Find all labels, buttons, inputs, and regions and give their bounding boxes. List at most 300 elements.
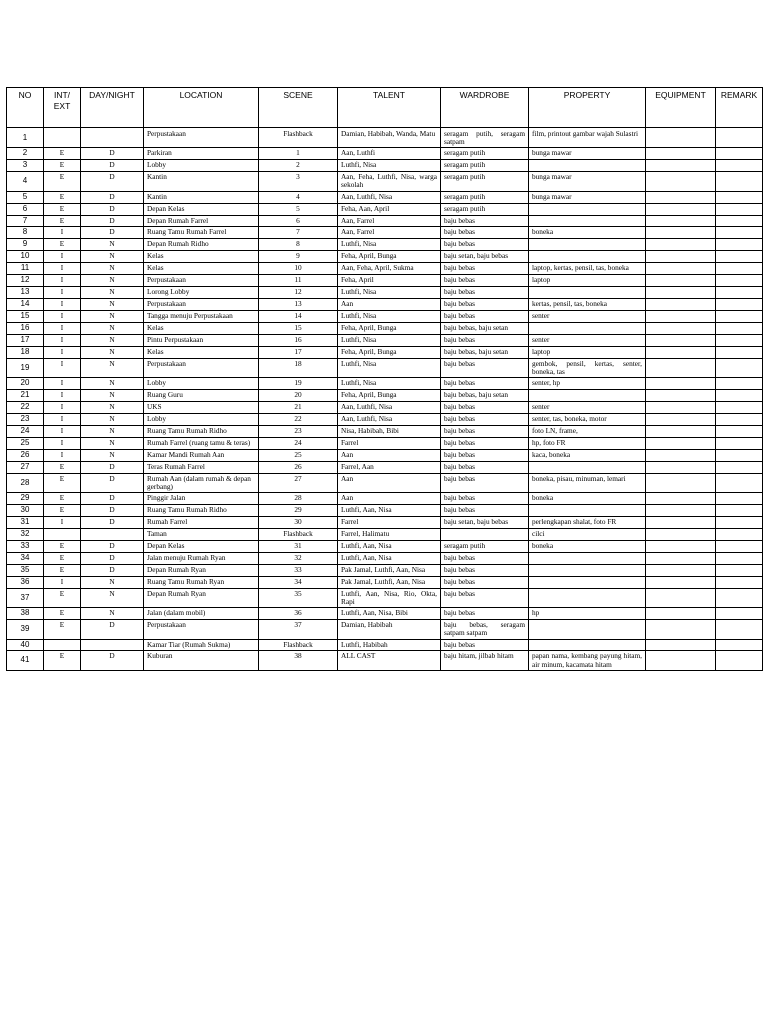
table-row: [7, 639, 763, 651]
cell-talent: Aan: [338, 450, 441, 462]
table-row: [7, 390, 763, 402]
cell-day-night: D: [81, 517, 144, 529]
cell-location: Depan Rumah Farrel: [144, 215, 259, 227]
cell-talent: Aan, Luthfi, Nisa: [338, 414, 441, 426]
cell-property: senter, hp: [529, 378, 646, 390]
cell-equipment: [646, 203, 716, 215]
cell-talent: Luthfi, Nisa: [338, 378, 441, 390]
cell-int-ext: E: [44, 541, 81, 553]
cell-property: hp, foto FR: [529, 438, 646, 450]
cell-talent: Luthfi, Aan, Nisa: [338, 505, 441, 517]
cell-scene: 19: [259, 378, 338, 390]
cell-equipment: [646, 287, 716, 299]
cell-property: laptop, kertas, pensil, tas, boneka: [529, 263, 646, 275]
cell-equipment: [646, 299, 716, 311]
cell-wardrobe: seragam putih: [441, 541, 529, 553]
cell-equipment: [646, 378, 716, 390]
cell-int-ext: I: [44, 287, 81, 299]
cell-scene: 13: [259, 299, 338, 311]
cell-remark: [716, 239, 763, 251]
cell-equipment: [646, 263, 716, 275]
cell-property: [529, 564, 646, 576]
cell-equipment: [646, 335, 716, 347]
cell-property: [529, 215, 646, 227]
cell-no: 13: [7, 287, 44, 299]
cell-int-ext: I: [44, 227, 81, 239]
cell-int-ext: I: [44, 311, 81, 323]
cell-day-night: N: [81, 299, 144, 311]
cell-scene: 12: [259, 287, 338, 299]
cell-wardrobe: baju bebas: [441, 639, 529, 651]
cell-remark: [716, 346, 763, 358]
cell-property: hp: [529, 608, 646, 620]
cell-int-ext: E: [44, 203, 81, 215]
cell-talent: Aan, Luthfi: [338, 148, 441, 160]
cell-location: Kelas: [144, 263, 259, 275]
cell-location: Kuburan: [144, 651, 259, 670]
cell-day-night: [81, 639, 144, 651]
cell-equipment: [646, 311, 716, 323]
cell-int-ext: E: [44, 564, 81, 576]
cell-remark: [716, 651, 763, 670]
cell-scene: 27: [259, 473, 338, 492]
cell-wardrobe: seragam putih: [441, 148, 529, 160]
cell-location: Taman: [144, 529, 259, 541]
cell-int-ext: E: [44, 505, 81, 517]
header-no: NO: [7, 88, 44, 128]
cell-int-ext: E: [44, 215, 81, 227]
cell-equipment: [646, 346, 716, 358]
cell-talent: Luthfi, Aan, Nisa, Rio, Okta, Rapi: [338, 588, 441, 607]
cell-property: perlengkapan shalat, foto FR: [529, 517, 646, 529]
cell-no: 38: [7, 608, 44, 620]
cell-int-ext: I: [44, 323, 81, 335]
cell-wardrobe: baju bebas: [441, 299, 529, 311]
cell-no: 11: [7, 263, 44, 275]
cell-scene: 21: [259, 402, 338, 414]
cell-remark: [716, 564, 763, 576]
cell-remark: [716, 473, 763, 492]
cell-int-ext: E: [44, 191, 81, 203]
table-row: [7, 564, 763, 576]
cell-remark: [716, 426, 763, 438]
table-row: [7, 426, 763, 438]
table-row: [7, 473, 763, 492]
cell-property: bunga mawar: [529, 191, 646, 203]
cell-wardrobe: baju bebas: [441, 473, 529, 492]
table-row: [7, 239, 763, 251]
cell-talent: Feha, Aan, April: [338, 203, 441, 215]
cell-wardrobe: seragam putih: [441, 172, 529, 191]
cell-equipment: [646, 390, 716, 402]
cell-property: [529, 390, 646, 402]
cell-day-night: N: [81, 263, 144, 275]
cell-equipment: [646, 639, 716, 651]
cell-wardrobe: baju bebas: [441, 378, 529, 390]
cell-remark: [716, 299, 763, 311]
cell-scene: 28: [259, 493, 338, 505]
cell-remark: [716, 148, 763, 160]
cell-no: 37: [7, 588, 44, 607]
cell-equipment: [646, 438, 716, 450]
cell-property: [529, 251, 646, 263]
cell-location: Ruang Tamu Rumah Ridho: [144, 505, 259, 517]
cell-day-night: N: [81, 390, 144, 402]
cell-wardrobe: baju bebas: [441, 576, 529, 588]
table-row: [7, 588, 763, 607]
cell-location: Depan Kelas: [144, 541, 259, 553]
table-row: [7, 287, 763, 299]
cell-location: Perpustakaan: [144, 299, 259, 311]
cell-int-ext: I: [44, 335, 81, 347]
cell-talent: Luthfi, Aan, Nisa: [338, 553, 441, 565]
cell-scene: 2: [259, 160, 338, 172]
cell-no: 32: [7, 529, 44, 541]
cell-equipment: [646, 576, 716, 588]
cell-day-night: N: [81, 346, 144, 358]
cell-day-night: N: [81, 402, 144, 414]
cell-wardrobe: baju bebas: [441, 287, 529, 299]
cell-day-night: D: [81, 203, 144, 215]
cell-talent: Damian, Habibah, Wanda, Matu: [338, 128, 441, 148]
cell-remark: [716, 287, 763, 299]
table-row: [7, 461, 763, 473]
cell-remark: [716, 493, 763, 505]
cell-scene: Flashback: [259, 529, 338, 541]
header-talent: TALENT: [338, 88, 441, 128]
table-row: [7, 505, 763, 517]
cell-property: bunga mawar: [529, 148, 646, 160]
cell-day-night: N: [81, 358, 144, 377]
cell-location: Kelas: [144, 251, 259, 263]
cell-talent: Luthfi, Nisa: [338, 335, 441, 347]
cell-remark: [716, 576, 763, 588]
cell-location: Kamar Mandi Rumah Aan: [144, 450, 259, 462]
cell-day-night: D: [81, 651, 144, 670]
cell-talent: Aan: [338, 473, 441, 492]
cell-no: 8: [7, 227, 44, 239]
cell-day-night: D: [81, 461, 144, 473]
cell-day-night: N: [81, 378, 144, 390]
cell-property: [529, 160, 646, 172]
cell-wardrobe: baju bebas, baju setan: [441, 323, 529, 335]
cell-remark: [716, 639, 763, 651]
cell-location: Tangga menuju Perpustakaan: [144, 311, 259, 323]
cell-wardrobe: baju bebas: [441, 311, 529, 323]
cell-day-night: N: [81, 426, 144, 438]
cell-talent: Feha, April, Bunga: [338, 390, 441, 402]
cell-no: 30: [7, 505, 44, 517]
cell-int-ext: I: [44, 275, 81, 287]
cell-scene: 9: [259, 251, 338, 263]
cell-talent: Aan: [338, 299, 441, 311]
cell-location: Lobby: [144, 378, 259, 390]
cell-wardrobe: baju bebas: [441, 335, 529, 347]
table-row: [7, 576, 763, 588]
cell-no: 24: [7, 426, 44, 438]
cell-scene: 8: [259, 239, 338, 251]
table-body: [7, 128, 763, 671]
cell-location: Kantin: [144, 172, 259, 191]
cell-equipment: [646, 323, 716, 335]
cell-scene: 38: [259, 651, 338, 670]
cell-remark: [716, 414, 763, 426]
cell-day-night: D: [81, 148, 144, 160]
cell-int-ext: I: [44, 263, 81, 275]
cell-talent: Luthfi, Nisa: [338, 358, 441, 377]
cell-no: 5: [7, 191, 44, 203]
cell-remark: [716, 128, 763, 148]
cell-no: 4: [7, 172, 44, 191]
header-equipment: EQUIPMENT: [646, 88, 716, 128]
table-row: [7, 215, 763, 227]
cell-day-night: N: [81, 588, 144, 607]
cell-scene: 29: [259, 505, 338, 517]
cell-int-ext: I: [44, 426, 81, 438]
cell-scene: 5: [259, 203, 338, 215]
cell-int-ext: [44, 639, 81, 651]
table-row: [7, 128, 763, 148]
cell-day-night: N: [81, 438, 144, 450]
cell-no: 10: [7, 251, 44, 263]
cell-property: kertas, pensil, tas, boneka: [529, 299, 646, 311]
cell-location: Depan Rumah Ryan: [144, 564, 259, 576]
cell-scene: 1: [259, 148, 338, 160]
cell-scene: 17: [259, 346, 338, 358]
cell-remark: [716, 275, 763, 287]
cell-equipment: [646, 651, 716, 670]
cell-day-night: D: [81, 191, 144, 203]
table-row: [7, 378, 763, 390]
cell-remark: [716, 541, 763, 553]
cell-equipment: [646, 473, 716, 492]
cell-location: Ruang Tamu Rumah Ryan: [144, 576, 259, 588]
cell-wardrobe: baju bebas: [441, 426, 529, 438]
table-row: [7, 541, 763, 553]
cell-equipment: [646, 588, 716, 607]
cell-no: 28: [7, 473, 44, 492]
cell-remark: [716, 517, 763, 529]
cell-day-night: N: [81, 608, 144, 620]
cell-scene: 14: [259, 311, 338, 323]
cell-no: 40: [7, 639, 44, 651]
cell-day-night: D: [81, 620, 144, 639]
cell-property: boneka, pisau, minuman, lemari: [529, 473, 646, 492]
cell-wardrobe: [441, 529, 529, 541]
cell-no: 21: [7, 390, 44, 402]
cell-scene: 22: [259, 414, 338, 426]
cell-no: 18: [7, 346, 44, 358]
cell-location: Teras Rumah Farrel: [144, 461, 259, 473]
cell-equipment: [646, 160, 716, 172]
cell-equipment: [646, 128, 716, 148]
cell-property: cilci: [529, 529, 646, 541]
cell-property: boneka: [529, 227, 646, 239]
cell-wardrobe: baju bebas: [441, 588, 529, 607]
cell-day-night: D: [81, 227, 144, 239]
cell-talent: Farrel, Aan: [338, 461, 441, 473]
cell-equipment: [646, 608, 716, 620]
table-row: [7, 335, 763, 347]
cell-talent: Aan: [338, 493, 441, 505]
cell-scene: 36: [259, 608, 338, 620]
cell-talent: Aan, Feha, April, Sukma: [338, 263, 441, 275]
cell-remark: [716, 311, 763, 323]
cell-property: senter, tas, boneka, motor: [529, 414, 646, 426]
cell-wardrobe: baju bebas, baju setan: [441, 346, 529, 358]
cell-scene: 31: [259, 541, 338, 553]
cell-remark: [716, 323, 763, 335]
cell-location: Rumah Farrel: [144, 517, 259, 529]
table-row: [7, 251, 763, 263]
cell-int-ext: I: [44, 251, 81, 263]
cell-no: 22: [7, 402, 44, 414]
cell-remark: [716, 227, 763, 239]
cell-scene: 20: [259, 390, 338, 402]
cell-talent: Aan, Farrel: [338, 215, 441, 227]
cell-remark: [716, 553, 763, 565]
cell-talent: Luthfi, Nisa: [338, 311, 441, 323]
cell-wardrobe: baju bebas: [441, 438, 529, 450]
cell-int-ext: E: [44, 588, 81, 607]
cell-wardrobe: baju bebas: [441, 493, 529, 505]
table-row: [7, 358, 763, 377]
table-row: [7, 227, 763, 239]
cell-property: kaca, boneka: [529, 450, 646, 462]
cell-talent: Luthfi, Nisa: [338, 287, 441, 299]
cell-no: 41: [7, 651, 44, 670]
cell-location: UKS: [144, 402, 259, 414]
cell-remark: [716, 461, 763, 473]
cell-no: 20: [7, 378, 44, 390]
cell-equipment: [646, 553, 716, 565]
cell-int-ext: I: [44, 402, 81, 414]
cell-remark: [716, 172, 763, 191]
cell-remark: [716, 215, 763, 227]
cell-property: [529, 287, 646, 299]
cell-scene: 33: [259, 564, 338, 576]
table-row: [7, 651, 763, 670]
cell-int-ext: E: [44, 493, 81, 505]
cell-no: 26: [7, 450, 44, 462]
cell-no: 25: [7, 438, 44, 450]
cell-remark: [716, 160, 763, 172]
cell-no: 23: [7, 414, 44, 426]
cell-location: Rumah Aan (dalam rumah & depan gerbang): [144, 473, 259, 492]
cell-day-night: N: [81, 576, 144, 588]
table-row: [7, 402, 763, 414]
cell-property: [529, 576, 646, 588]
cell-no: 2: [7, 148, 44, 160]
cell-location: Pintu Perpustakaan: [144, 335, 259, 347]
table-row: [7, 608, 763, 620]
cell-equipment: [646, 426, 716, 438]
cell-wardrobe: seragam putih: [441, 203, 529, 215]
cell-int-ext: E: [44, 239, 81, 251]
cell-scene: 37: [259, 620, 338, 639]
cell-scene: 35: [259, 588, 338, 607]
cell-talent: ALL CAST: [338, 651, 441, 670]
cell-property: [529, 620, 646, 639]
cell-scene: 7: [259, 227, 338, 239]
cell-location: Lobby: [144, 414, 259, 426]
cell-no: 12: [7, 275, 44, 287]
cell-day-night: N: [81, 414, 144, 426]
cell-talent: Farrel, Halimatu: [338, 529, 441, 541]
cell-talent: Feha, April, Bunga: [338, 346, 441, 358]
cell-wardrobe: baju bebas, seragam satpam satpam: [441, 620, 529, 639]
cell-int-ext: E: [44, 461, 81, 473]
cell-location: Ruang Tamu Rumah Ridho: [144, 426, 259, 438]
cell-property: senter: [529, 335, 646, 347]
cell-property: papan nama, kembang payung hitam, air minum, kacamata hitam: [529, 651, 646, 670]
cell-day-night: N: [81, 287, 144, 299]
cell-wardrobe: baju bebas: [441, 275, 529, 287]
cell-location: Ruang Tamu Rumah Farrel: [144, 227, 259, 239]
cell-int-ext: I: [44, 378, 81, 390]
cell-remark: [716, 203, 763, 215]
cell-day-night: D: [81, 564, 144, 576]
cell-remark: [716, 402, 763, 414]
cell-talent: Luthfi, Habibah: [338, 639, 441, 651]
cell-no: 35: [7, 564, 44, 576]
cell-property: bunga mawar: [529, 172, 646, 191]
cell-int-ext: E: [44, 553, 81, 565]
cell-equipment: [646, 358, 716, 377]
cell-remark: [716, 620, 763, 639]
table-row: [7, 553, 763, 565]
cell-day-night: [81, 128, 144, 148]
cell-scene: 16: [259, 335, 338, 347]
table-row: [7, 450, 763, 462]
shooting-schedule-table: [6, 87, 763, 671]
cell-wardrobe: baju setan, baju bebas: [441, 517, 529, 529]
cell-no: 27: [7, 461, 44, 473]
cell-property: [529, 588, 646, 607]
cell-remark: [716, 335, 763, 347]
header-day-night: DAY/NIGHT: [81, 88, 144, 128]
cell-equipment: [646, 239, 716, 251]
cell-talent: Farrel: [338, 438, 441, 450]
cell-wardrobe: baju bebas: [441, 553, 529, 565]
cell-day-night: N: [81, 450, 144, 462]
table-row: [7, 620, 763, 639]
cell-no: 16: [7, 323, 44, 335]
cell-wardrobe: baju bebas: [441, 263, 529, 275]
cell-int-ext: [44, 529, 81, 541]
cell-location: Pinggir Jalan: [144, 493, 259, 505]
cell-no: 14: [7, 299, 44, 311]
table-row: [7, 517, 763, 529]
table-row: [7, 275, 763, 287]
table-row: [7, 493, 763, 505]
cell-wardrobe: baju bebas: [441, 227, 529, 239]
cell-location: Perpustakaan: [144, 358, 259, 377]
cell-remark: [716, 263, 763, 275]
cell-wardrobe: baju bebas: [441, 461, 529, 473]
cell-scene: 3: [259, 172, 338, 191]
cell-no: 34: [7, 553, 44, 565]
cell-remark: [716, 588, 763, 607]
cell-location: Kamar Tiar (Rumah Sukma): [144, 639, 259, 651]
header-row: [7, 88, 763, 128]
cell-int-ext: E: [44, 473, 81, 492]
cell-day-night: N: [81, 335, 144, 347]
cell-scene: 25: [259, 450, 338, 462]
cell-property: boneka: [529, 493, 646, 505]
cell-int-ext: E: [44, 160, 81, 172]
cell-talent: Aan, Luthfi, Nisa: [338, 191, 441, 203]
